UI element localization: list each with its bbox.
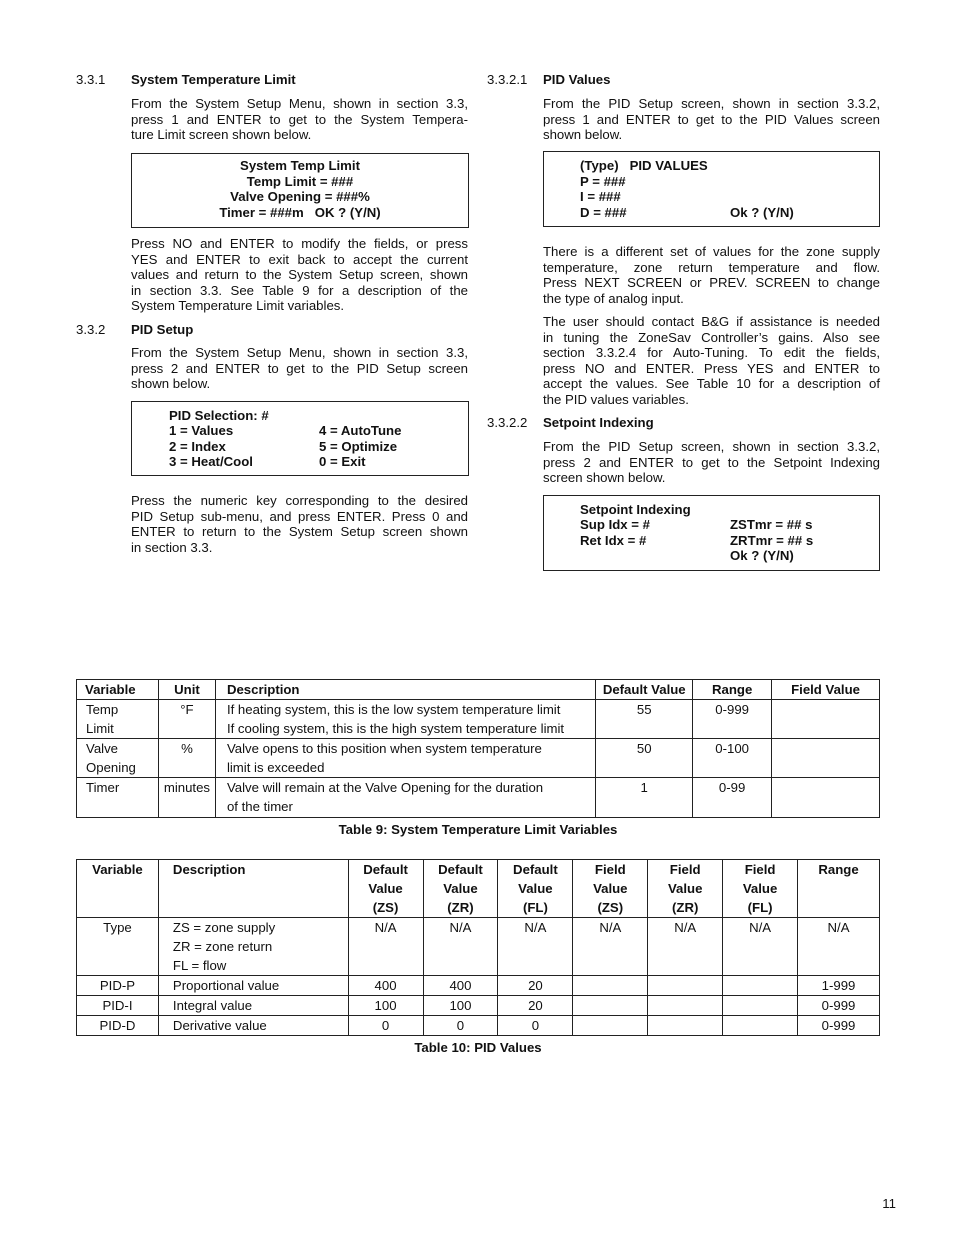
cell-unit: % (158, 739, 215, 778)
cell-line: Timer (86, 780, 120, 795)
cell-line: If heating system, this is the low system temperature limit (226, 702, 561, 717)
cell-line: Valve opens to this position when system temperature (226, 741, 542, 756)
cell-value (348, 976, 423, 996)
screen-line: Ok ? (Y/N) (730, 548, 794, 563)
cell-line: If cooling system, this is the high system temperature limit (226, 721, 565, 736)
table-9-caption: Table 9: System Temperature Limit Variables (338, 822, 618, 837)
paragraph-line: shown below. (543, 127, 623, 143)
column-header (648, 860, 723, 918)
paragraph (543, 439, 880, 486)
cell-value (573, 918, 648, 976)
table-row (77, 778, 880, 818)
table-row (77, 976, 880, 996)
cell-line: N/A (827, 920, 850, 935)
paragraph (543, 244, 880, 306)
screen-line: Ret Idx = # (580, 533, 647, 548)
cell-line: FL = flow (172, 958, 227, 973)
cell-line: Description (172, 862, 246, 877)
cell-value (723, 1016, 798, 1036)
cell-line: 0 (456, 1018, 465, 1033)
cell-line: Field (594, 862, 626, 877)
cell-line: 100 (374, 998, 397, 1013)
column-header: Variable (77, 680, 159, 700)
column-header (798, 860, 880, 918)
cell-value (573, 996, 648, 1016)
column-header: Unit (158, 680, 215, 700)
screen-line: 2 = Index (169, 439, 226, 454)
column-header (723, 860, 798, 918)
column-header: Field Value (772, 680, 880, 700)
cell-value (798, 918, 880, 976)
paragraph-line: Press the numeric key corresponding to the desired (131, 493, 468, 508)
lcd-screen-setpoint-indexing (543, 495, 880, 571)
paragraph-line: PID Setup sub-menu, and press ENTER. Press 0 and (131, 508, 468, 524)
cell-line: N/A (449, 920, 472, 935)
section-title: Setpoint Indexing (543, 415, 654, 430)
cell-variable (77, 918, 159, 976)
cell-unit: minutes (158, 778, 215, 818)
cell-line: (ZS) (372, 900, 399, 915)
cell-line: Value (742, 881, 778, 896)
paragraph (131, 345, 468, 392)
cell-line: Field (669, 862, 701, 877)
cell-line: (ZR) (672, 900, 699, 915)
table-header-row (77, 680, 880, 700)
table-10-caption: Table 10: PID Values (414, 1040, 542, 1055)
cell-value (573, 976, 648, 996)
cell-line: PID-P (99, 978, 136, 993)
paragraph (131, 236, 468, 314)
cell-line: Value (667, 881, 703, 896)
paragraph-line: accept the values. See Table 10 for a description of (543, 376, 880, 392)
cell-description (158, 1016, 348, 1036)
column-header: Range (693, 680, 772, 700)
paragraph-line: press 1 and ENTER to get to the PID Values screen (543, 111, 880, 127)
column-header: Description (215, 680, 595, 700)
cell-value (498, 996, 573, 1016)
paragraph-line: section 3.3.2.4 for Auto-Tuning. To edit the fields, (543, 345, 880, 361)
lcd-screen-pid-values (543, 151, 880, 227)
cell-variable (77, 739, 159, 778)
cell-line: Valve will remain at the Valve Opening for the duration (226, 780, 544, 795)
cell-line: (FL) (522, 900, 548, 915)
table-row (77, 700, 880, 739)
screen-line: (Type) PID VALUES (580, 158, 708, 173)
screen-line: 3 = Heat/Cool (169, 454, 253, 469)
paragraph (131, 96, 468, 143)
cell-field-value (772, 778, 880, 818)
cell-value (423, 1016, 498, 1036)
cell-line: Value (518, 881, 553, 896)
cell-value (723, 976, 798, 996)
paragraph (131, 493, 468, 555)
cell-variable (77, 1016, 159, 1036)
paragraph-line: press 2 and ENTER to get to the Setpoint Indexing (543, 454, 880, 470)
cell-value (498, 976, 573, 996)
cell-value (798, 976, 880, 996)
paragraph-line: screen shown below. (543, 470, 666, 486)
cell-value (423, 976, 498, 996)
paragraph-line: System Temperature Limit variables. (131, 298, 345, 314)
paragraph-line: From the System Setup Menu, shown in section 3.3, (131, 96, 468, 111)
paragraph-line: ENTER to return to the System Setup screen shown (131, 524, 468, 540)
screen-line: ZRTmr = ## s (730, 533, 814, 548)
paragraph-line: The user should contact B&G if assistance is needed (543, 314, 880, 329)
cell-line: 400 (374, 978, 397, 993)
paragraph-line: the type of analog input. (543, 290, 684, 306)
cell-line: N/A (524, 920, 547, 935)
cell-variable (77, 778, 159, 818)
table-row (77, 918, 880, 976)
screen-line: System Temp Limit (240, 158, 360, 173)
cell-value (573, 1016, 648, 1036)
paragraph-line: press NO and ENTER. Press YES and ENTER to (543, 360, 880, 376)
cell-line: 100 (449, 998, 472, 1013)
screen-line: Valve Opening = ###% (230, 189, 370, 204)
table-row (77, 1016, 880, 1036)
paragraph-line: ture Limit screen shown below. (131, 127, 312, 143)
cell-variable (77, 976, 159, 996)
cell-line: 0 (381, 1018, 390, 1033)
cell-line: 0 (531, 1018, 540, 1033)
table-header-row (77, 860, 880, 918)
paragraph-line: YES and ENTER to exit back to accept the current (131, 251, 468, 267)
paragraph-line: temperature, zone return temperature and flow. (543, 259, 880, 275)
cell-line: N/A (599, 920, 622, 935)
cell-description (158, 996, 348, 1016)
cell-value (648, 976, 723, 996)
cell-line: Limit (86, 721, 114, 736)
cell-line: (ZS) (597, 900, 624, 915)
cell-line: Type (103, 920, 132, 935)
screen-line: D = ### (580, 205, 627, 220)
paragraph-line: There is a different set of values for the zone supply (543, 244, 880, 259)
screen-line: I = ### (580, 189, 621, 204)
paragraph-line: From the PID Setup screen, shown in section 3.3.2, (543, 439, 880, 454)
cell-unit: °F (158, 700, 215, 739)
cell-value (798, 996, 880, 1016)
table-9 (76, 679, 880, 818)
cell-line: ZS = zone supply (172, 920, 276, 935)
cell-line: 20 (528, 998, 543, 1013)
paragraph-line: press 2 and ENTER to get to the PID Setup screen (131, 360, 468, 376)
screen-line: Ok ? (Y/N) (730, 205, 794, 220)
cell-line: 0-999 (821, 998, 856, 1013)
paragraph (543, 96, 880, 143)
screen-line: PID Selection: # (169, 408, 269, 423)
cell-value (648, 1016, 723, 1036)
screen-line: P = ### (580, 174, 626, 189)
table-row (77, 996, 880, 1016)
cell-line: Derivative value (172, 1018, 267, 1033)
cell-line: N/A (749, 920, 772, 935)
cell-line: (FL) (747, 900, 773, 915)
cell-line: Field (744, 862, 776, 877)
column-header: Default Value (596, 680, 693, 700)
cell-line: N/A (374, 920, 397, 935)
screen-line: ZSTmr = ## s (730, 517, 813, 532)
cell-line: 0-999 (821, 1018, 856, 1033)
paragraph-line: in section 3.3. (131, 539, 213, 555)
column-header (158, 860, 348, 918)
paragraph-line: the PID values variables. (543, 391, 689, 407)
cell-description (158, 918, 348, 976)
screen-line: 4 = AutoTune (319, 423, 402, 438)
page-number: 11 (882, 1196, 896, 1212)
cell-line: Default (363, 862, 408, 877)
screen-line: 0 = Exit (319, 454, 366, 469)
section-number: 3.3.1 (76, 72, 106, 87)
column-header (348, 860, 423, 918)
column-header (498, 860, 573, 918)
cell-value (348, 1016, 423, 1036)
cell-line: Temp (86, 702, 119, 717)
column-header (573, 860, 648, 918)
cell-range: 0-999 (693, 700, 772, 739)
screen-line: 1 = Values (169, 423, 234, 438)
cell-line: Opening (86, 760, 136, 775)
cell-default: 55 (596, 700, 693, 739)
section-title: System Temperature Limit (131, 72, 296, 87)
cell-field-value (772, 700, 880, 739)
paragraph-line: in section 3.3. See Table 9 for a description of the (131, 282, 468, 298)
lcd-screen-system-temp-limit (131, 153, 469, 228)
paragraph-line: shown below. (131, 376, 211, 392)
cell-line: PID-I (102, 998, 133, 1013)
cell-line: Value (593, 881, 628, 896)
cell-value (723, 918, 798, 976)
section-number: 3.3.2 (76, 322, 106, 337)
cell-value (348, 996, 423, 1016)
cell-value (723, 996, 798, 1016)
cell-line: Proportional value (172, 978, 280, 993)
cell-value (348, 918, 423, 976)
cell-line: Value (368, 881, 403, 896)
cell-range: 0-100 (693, 739, 772, 778)
cell-line: 400 (449, 978, 472, 993)
cell-line: Default (513, 862, 558, 877)
cell-description (215, 700, 595, 739)
cell-line: of the timer (226, 799, 293, 814)
cell-variable (77, 996, 159, 1016)
cell-line: 1-999 (821, 978, 856, 993)
paragraph-line: From the System Setup Menu, shown in section 3.3, (131, 345, 468, 360)
section-title: PID Values (543, 72, 611, 87)
cell-value (498, 1016, 573, 1036)
cell-line: Value (443, 881, 478, 896)
paragraph-line: Press NO and ENTER to modify the fields, or press (131, 236, 468, 251)
cell-line: 20 (528, 978, 543, 993)
cell-line: Variable (92, 862, 143, 877)
cell-value (423, 996, 498, 1016)
screen-line: Temp Limit = ### (246, 174, 354, 189)
paragraph-line: in tuning the ZoneSav Controller’s gains. Also see (543, 329, 880, 345)
cell-value (648, 996, 723, 1016)
cell-default: 50 (596, 739, 693, 778)
screen-line: 5 = Optimize (319, 439, 398, 454)
cell-line: limit is exceeded (226, 760, 325, 775)
paragraph-line: From the PID Setup screen, shown in section 3.3.2, (543, 96, 880, 111)
lcd-screen-pid-selection (131, 401, 469, 476)
cell-description (215, 778, 595, 818)
cell-line: Default (438, 862, 483, 877)
paragraph-line: values and return to the System Setup screen, shown (131, 267, 468, 283)
cell-value (498, 918, 573, 976)
cell-line: Range (818, 862, 859, 877)
cell-line: PID-D (99, 1018, 136, 1033)
table-row (77, 739, 880, 778)
cell-field-value (772, 739, 880, 778)
cell-line: (ZR) (447, 900, 474, 915)
cell-description (215, 739, 595, 778)
table-10 (76, 859, 880, 1036)
cell-line: Integral value (172, 998, 253, 1013)
cell-line: N/A (674, 920, 697, 935)
cell-value (798, 1016, 880, 1036)
screen-line: Setpoint Indexing (580, 502, 691, 517)
screen-line: Timer = ###m OK ? (Y/N) (219, 205, 381, 220)
paragraph-line: press 1 and ENTER to get to the System Tempera- (131, 111, 468, 127)
cell-value (423, 918, 498, 976)
paragraph-line: Press NEXT SCREEN or PREV. SCREEN to change (543, 275, 880, 291)
cell-range: 0-99 (693, 778, 772, 818)
column-header (77, 860, 159, 918)
section-title: PID Setup (131, 322, 194, 337)
cell-variable (77, 700, 159, 739)
cell-default: 1 (596, 778, 693, 818)
cell-line: ZR = zone return (172, 939, 273, 954)
column-header (423, 860, 498, 918)
cell-line: Valve (86, 741, 119, 756)
section-number: 3.3.2.1 (487, 72, 528, 87)
section-number: 3.3.2.2 (487, 415, 528, 430)
paragraph (543, 314, 880, 408)
cell-description (158, 976, 348, 996)
screen-line: Sup Idx = # (580, 517, 650, 532)
cell-value (648, 918, 723, 976)
